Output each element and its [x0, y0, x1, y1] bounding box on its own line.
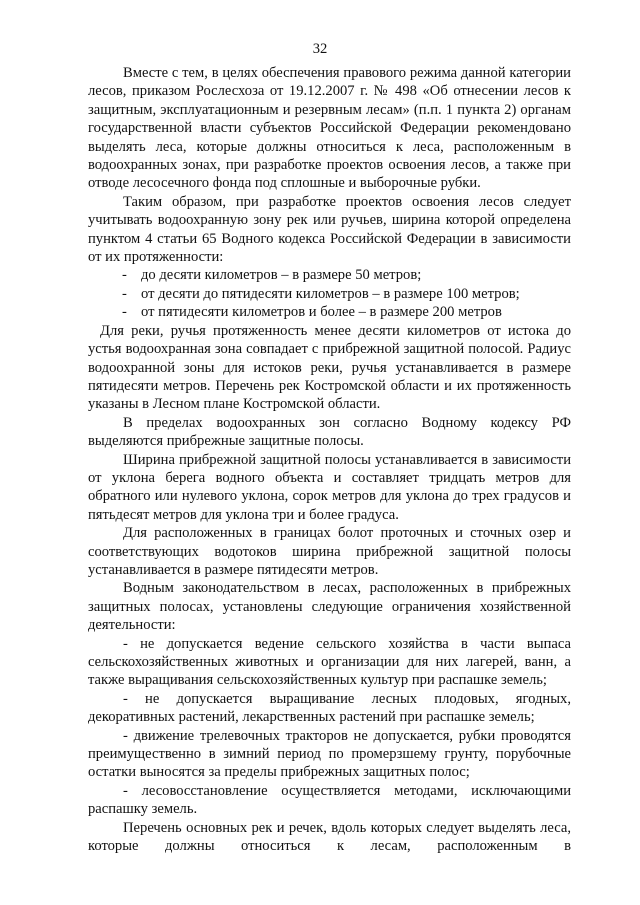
restriction-item: - лесовосстановление осуществляется методами, исключающими распашку земель.	[88, 782, 571, 818]
paragraph: Перечень основных рек и речек, вдоль которых следует выделять леса, которые должны относиться к лесам, расположенным в	[88, 819, 571, 855]
list-item: - от десяти до пятидесяти километров – в размере 100 метров;	[88, 285, 571, 303]
list-item: - до десяти километров – в размере 50 метров;	[88, 266, 571, 284]
restriction-item: - движение трелевочных тракторов не допускается, рубки проводятся преимущественно в зимний период по промерзшему грунту, порубочные остатки выносятся за пределы прибрежных защитных полос;	[88, 727, 571, 781]
paragraph: В пределах водоохранных зон согласно Водному кодексу РФ выделяются прибрежные защитные полосы.	[88, 414, 571, 450]
paragraph: Для расположенных в границах болот проточных и сточных озер и соответствующих водотоков ширина прибрежной защитной полосы устанавливается в размере пятидесяти метров.	[88, 525, 571, 578]
list-item: - от пятидесяти километров и более – в размере 200 метров	[88, 303, 571, 321]
document-body	[88, 64, 571, 855]
restriction-item: - не допускается ведение сельского хозяйства в части выпаса сельскохозяйственных животных и организации для них лагерей, ванн, а также выращивания сельскохозяйственных культур при распашке земель;	[88, 635, 571, 689]
water-protection-zone-list	[88, 266, 571, 321]
paragraph: Водным законодательством в лесах, расположенных в прибрежных защитных полосах, установлены следующие ограничения хозяйственной деятельности:	[88, 580, 571, 634]
restriction-item: - не допускается выращивание лесных плодовых, ягодных, декоративных растений, лекарственных растений при распашке земель;	[88, 690, 571, 726]
paragraph: Вместе с тем, в целях обеспечения правового режима данной категории лесов, приказом Рослесхоза от 19.12.2007 г. № 498 «Об отнесении лесов к защитным, эксплуатационным и резервным лесам» (п.п. 1 пункта 2) органам государственной власти субъектов Российской Федерации рекомендовано выделять леса, которые должны относиться к леса, расположенным в водоохранных зонах, при разработке проектов освоения лесов, а также при отводе лесосечного фонда под сплошные и выборочные рубки.	[88, 65, 571, 192]
paragraph: Таким образом, при разработке проектов освоения лесов следует учитывать водоохранную зону рек или ручьев, ширина которой определена пунктом 4 статьи 65 Водного кодекса Российской Федерации в зависимости от их протяженности:	[88, 193, 571, 266]
paragraph: Ширина прибрежной защитной полосы устанавливается в зависимости от уклона берега водного объекта и составляет тридцать метров для обратного или нулевого уклона, сорок метров для уклона до трех градусов и пятьдесят метров для уклона три и более градуса.	[88, 451, 571, 523]
page-number: 32	[312, 41, 328, 57]
paragraph: Для реки, ручья протяженность менее десяти километров от истока до устья водоохранная зона совпадает с прибрежной защитной полосой. Радиус водоохранной зоны для истоков реки, ручья устанавливается в размере пятидесяти метров. Перечень рек Костромской области и их протяженность указаны в Лесном плане Костромской области.	[88, 322, 571, 413]
